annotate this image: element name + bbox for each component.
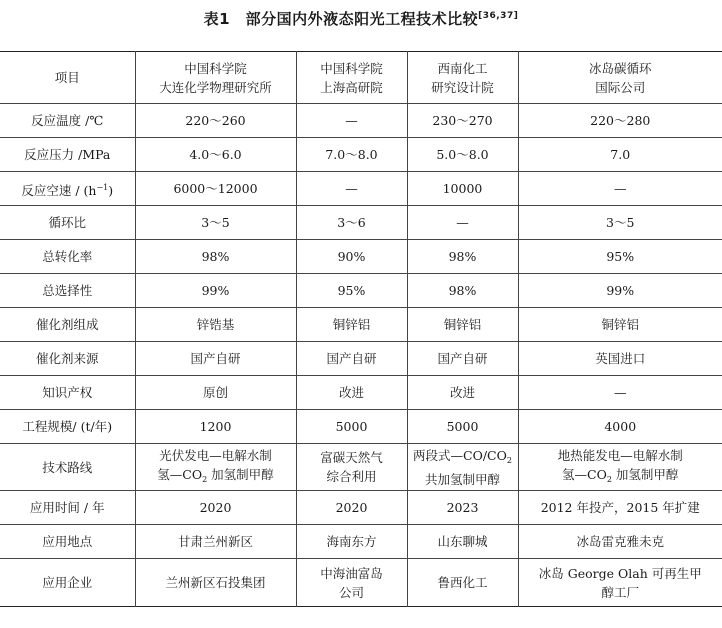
cell-cri: — (518, 172, 722, 206)
cell-cri (518, 444, 722, 491)
cell-swri: 230～270 (407, 104, 518, 138)
row-label-sup: −1 (96, 182, 109, 192)
cell-cri: 铜锌铝 (518, 308, 722, 342)
cell-dicp: 兰州新区石投集团 (135, 559, 296, 607)
route-cri-line2b: 加氢制甲醇 (611, 466, 679, 482)
row-route (0, 444, 722, 491)
company-cri-line1: 冰岛 George Olah 可再生甲 (538, 565, 702, 581)
cell-swri: 5000 (407, 410, 518, 444)
row-pressure (0, 138, 722, 172)
header-swri-line2: 研究设计院 (431, 79, 494, 95)
header-item: 项目 (54, 70, 80, 85)
cell-swri: 改进 (407, 376, 518, 410)
cell-dicp: 锌锆基 (135, 308, 296, 342)
cell-sari (296, 444, 407, 491)
route-cri-line1: 地热能发电—电解水制 (557, 447, 683, 463)
cell-dicp: 6000～12000 (135, 172, 296, 206)
table-title (0, 8, 722, 29)
cell-swri: 国产自研 (407, 342, 518, 376)
cell-sari (296, 559, 407, 607)
cell-sari: — (296, 104, 407, 138)
cell-swri: — (407, 206, 518, 240)
cell-dicp (135, 444, 296, 491)
row-label: 应用企业 (0, 559, 135, 607)
cell-sari: 国产自研 (296, 342, 407, 376)
row-location (0, 525, 722, 559)
route-swri-sub: 2 (506, 455, 512, 465)
header-dicp-line1: 中国科学院 (184, 60, 247, 76)
header-sari (296, 52, 407, 104)
header-cri-line2: 国际公司 (595, 79, 646, 95)
route-dicp-line1: 光伏发电—电解水制 (159, 447, 272, 463)
row-label: 知识产权 (0, 376, 135, 410)
row-recycle-ratio (0, 206, 722, 240)
cell-dicp: 甘肃兰州新区 (135, 525, 296, 559)
row-label: 应用时间 / 年 (0, 491, 135, 525)
comparison-table (0, 51, 722, 607)
cell-dicp: 98% (135, 240, 296, 274)
route-swri-line1a: 两段式—CO/CO (413, 447, 507, 463)
row-label: 循环比 (0, 206, 135, 240)
cell-cri: 英国进口 (518, 342, 722, 376)
cell-sari: 90% (296, 240, 407, 274)
route-dicp-line2a: 氢—CO (157, 466, 203, 482)
header-cri-line1: 冰岛碳循环 (588, 60, 652, 76)
cell-sari: 3～6 (296, 206, 407, 240)
cell-swri: 2023 (407, 491, 518, 525)
cell-sari: 铜锌铝 (296, 308, 407, 342)
row-year (0, 491, 722, 525)
header-sari-line1: 中国科学院 (320, 60, 383, 76)
cell-swri (407, 444, 518, 491)
cell-cri: 95% (518, 240, 722, 274)
cell-dicp: 3～5 (135, 206, 296, 240)
cell-swri: 山东聊城 (407, 525, 518, 559)
cell-cri: 7.0 (518, 138, 722, 172)
row-total-conversion (0, 240, 722, 274)
route-dicp-sub: 2 (202, 474, 208, 484)
row-catalyst-composition (0, 308, 722, 342)
row-label: 总选择性 (0, 274, 135, 308)
row-scale (0, 410, 722, 444)
row-label-a: 反应空速 / (h (21, 182, 97, 198)
header-swri (407, 52, 518, 104)
cell-dicp: 原创 (135, 376, 296, 410)
header-dicp-line2: 大连化学物理研究所 (159, 79, 272, 95)
table-title-text: 表1 部分国内外液态阳光工程技术比较 (203, 10, 479, 28)
cell-cri: 3～5 (518, 206, 722, 240)
cell-swri: 10000 (407, 172, 518, 206)
cell-swri: 5.0～8.0 (407, 138, 518, 172)
route-swri-line2: 共加氢制甲醇 (424, 471, 500, 487)
cell-dicp: 4.0～6.0 (135, 138, 296, 172)
cell-cri: 4000 (518, 410, 722, 444)
row-label: 技术路线 (0, 444, 135, 491)
header-swri-line1: 西南化工 (437, 60, 488, 76)
cell-cri: 220～280 (518, 104, 722, 138)
cell-cri (518, 559, 722, 607)
header-row (0, 52, 722, 104)
row-ip (0, 376, 722, 410)
cell-sari: — (296, 172, 407, 206)
cell-dicp: 99% (135, 274, 296, 308)
cell-sari: 5000 (296, 410, 407, 444)
header-dicp (135, 52, 296, 104)
row-temperature (0, 104, 722, 138)
row-label: 反应温度 /℃ (0, 104, 135, 138)
row-catalyst-source (0, 342, 722, 376)
row-label: 催化剂组成 (0, 308, 135, 342)
header-cri (518, 52, 722, 104)
cell-dicp: 220～260 (135, 104, 296, 138)
cell-sari: 改进 (296, 376, 407, 410)
cell-sari: 海南东方 (296, 525, 407, 559)
row-label: 应用地点 (0, 525, 135, 559)
row-label-b: ) (108, 182, 114, 198)
route-sari-line1: 富碳天然气 (320, 450, 383, 465)
cell-cri: — (518, 376, 722, 410)
cell-swri: 98% (407, 240, 518, 274)
row-label: 催化剂来源 (0, 342, 135, 376)
route-cri-line2a: 氢—CO (562, 466, 607, 482)
company-sari-line1: 中海油富岛 (320, 565, 383, 581)
row-label: 总转化率 (0, 240, 135, 274)
route-cri-sub: 2 (606, 474, 612, 484)
cell-sari: 2020 (296, 491, 407, 525)
row-company (0, 559, 722, 607)
company-cri-line2: 醇工厂 (601, 584, 639, 600)
row-space-velocity (0, 172, 722, 206)
row-total-selectivity (0, 274, 722, 308)
company-sari-line2: 公司 (338, 584, 364, 600)
cell-swri: 鲁西化工 (407, 559, 518, 607)
table-title-ref: [36,37] (478, 11, 519, 21)
row-label: 工程规模/ (t/年) (0, 410, 135, 444)
cell-dicp: 2020 (135, 491, 296, 525)
cell-swri: 98% (407, 274, 518, 308)
cell-cri: 99% (518, 274, 722, 308)
cell-cri: 2012 年投产，2015 年扩建 (518, 491, 722, 525)
row-label (0, 172, 135, 206)
route-sari-line2: 综合利用 (326, 469, 377, 484)
row-label: 反应压力 /MPa (0, 138, 135, 172)
route-dicp-line2b: 加氢制甲醇 (207, 466, 274, 482)
header-sari-line2: 上海高研院 (320, 79, 383, 95)
cell-sari: 95% (296, 274, 407, 308)
cell-dicp: 国产自研 (135, 342, 296, 376)
cell-dicp: 1200 (135, 410, 296, 444)
cell-sari: 7.0～8.0 (296, 138, 407, 172)
cell-swri: 铜锌铝 (407, 308, 518, 342)
cell-cri: 冰岛雷克雅未克 (518, 525, 722, 559)
